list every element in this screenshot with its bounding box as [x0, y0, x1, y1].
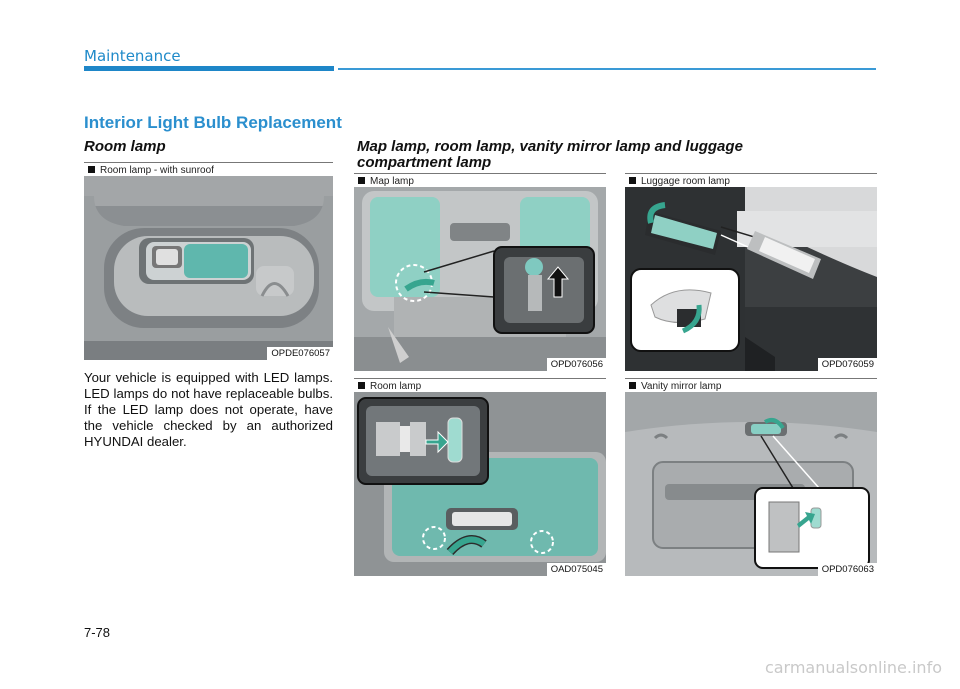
figure-caption-vanity-mirror-lamp: Vanity mirror lamp — [625, 378, 877, 392]
figure-caption-room-lamp: Room lamp — [354, 378, 606, 392]
bullet-square-icon — [629, 177, 636, 184]
figure-code-label: OPD076063 — [818, 563, 877, 576]
figure-caption-map-lamp: Map lamp — [354, 173, 606, 187]
header-rule-thin — [338, 68, 876, 70]
led-lamp-paragraph: Your vehicle is equipped with LED lamps. LED lamps do not have replaceable bulbs. If the LED lamp does not operate, have the vehicle checked by an authorized HYUNDAI dealer. — [84, 370, 333, 449]
section-heading: Interior Light Bulb Replacement — [84, 113, 342, 132]
figure-caption-room-lamp-sunroof: Room lamp - with sunroof — [84, 162, 333, 176]
bullet-square-icon — [88, 166, 95, 173]
figure-luggage-room-lamp — [625, 187, 877, 371]
figure-code-label: OPDE076057 — [267, 347, 333, 360]
figure-room-lamp-sunroof — [84, 176, 333, 360]
figure-map-lamp — [354, 187, 606, 371]
figure-code-label: OPD076059 — [818, 358, 877, 371]
room-lamp-heading: Room lamp — [84, 138, 166, 155]
bullet-square-icon — [358, 382, 365, 389]
figure-caption-luggage-room-lamp: Luggage room lamp — [625, 173, 877, 187]
page-number: 7-78 — [84, 625, 111, 640]
figure-vanity-mirror-lamp — [625, 392, 877, 576]
bullet-square-icon — [358, 177, 365, 184]
map-lamp-heading-line1: Map lamp, room lamp, vanity mirror lamp and luggage — [357, 138, 743, 155]
section-label: Maintenance — [84, 47, 181, 65]
map-lamp-heading-line2: compartment lamp — [357, 154, 492, 171]
watermark: carmanualsonline.info — [764, 658, 942, 677]
figure-code-label: OPD076056 — [547, 358, 606, 371]
bullet-square-icon — [629, 382, 636, 389]
header-rule-thick — [84, 66, 334, 71]
figure-room-lamp — [354, 392, 606, 576]
figure-code-label: OAD075045 — [547, 563, 606, 576]
